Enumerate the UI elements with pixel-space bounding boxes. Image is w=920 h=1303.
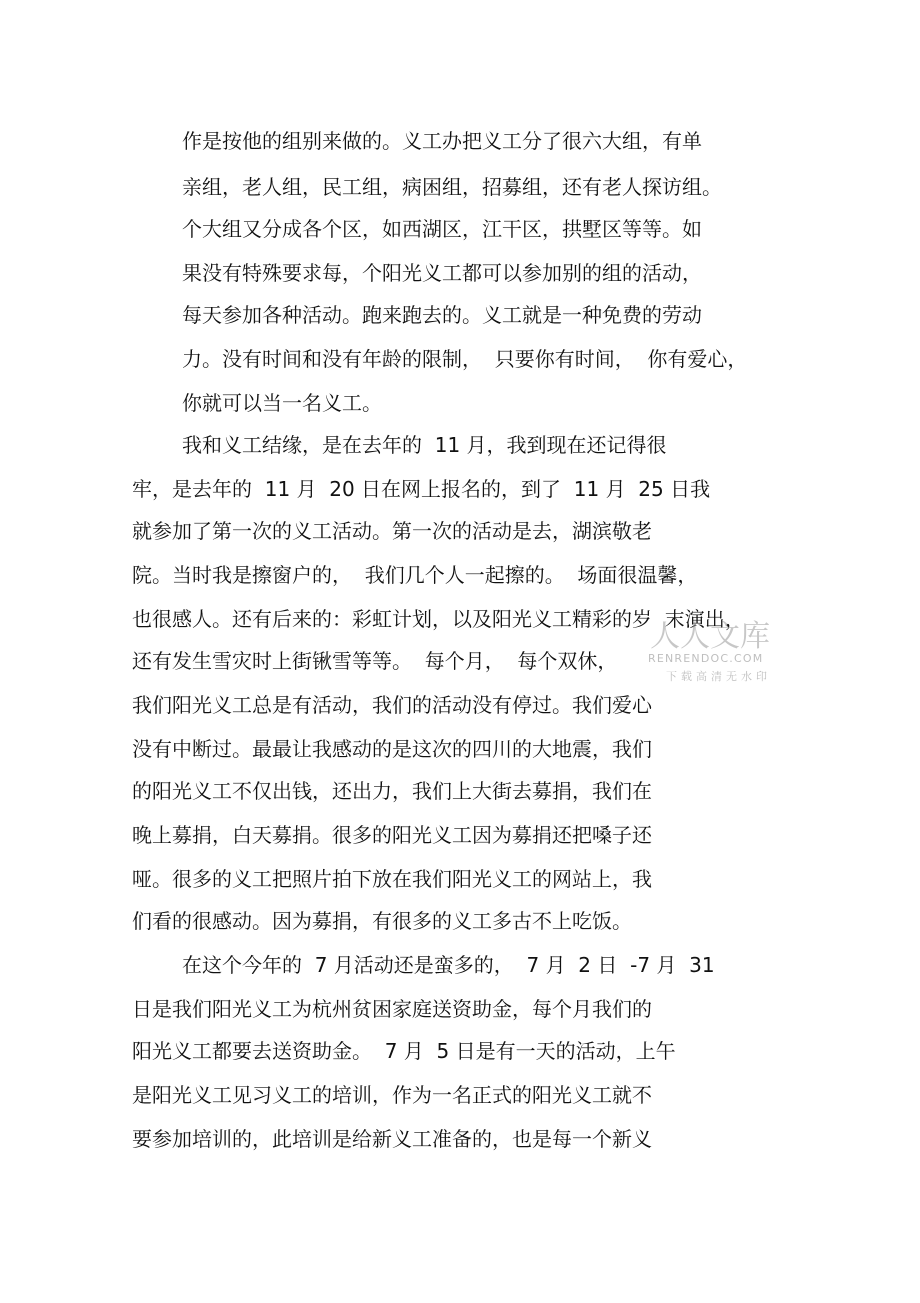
paragraph-first-line: 我和义工结缘，是在去年的 11 月，我到现在还记得很 [182, 433, 667, 457]
text-line: 还有发生雪灾时上街锹雪等等。 每个月， 每个双休， [132, 649, 618, 673]
text-line: 晚上募捐，白天募捐。很多的阳光义工因为募捐还把嗓子还 [132, 823, 652, 847]
paragraph-first-line: 在这个今年的 7 月活动还是蛮多的， 7 月 2 日 -7 月 31 [182, 953, 715, 977]
text-line: 没有中断过。最最让我感动的是这次的四川的大地震，我们 [132, 737, 652, 761]
text-line: 日是我们阳光义工为杭州贫困家庭送资助金，每个月我们的 [132, 997, 652, 1021]
watermark-slogan: 下载高清无水印 [666, 670, 771, 683]
text-line: 要参加培训的，此培训是给新义工准备的，也是每一个新义 [132, 1127, 652, 1151]
text-line: 你就可以当一名义工。 [182, 391, 382, 415]
text-line: 阳光义工都要去送资助金。 7 月 5 日是有一天的活动，上午 [132, 1039, 676, 1063]
watermark-logo-icon [648, 614, 772, 654]
text-line: 哑。很多的义工把照片拍下放在我们阳光义工的网站上，我 [132, 867, 652, 891]
text-line: 就参加了第一次的义工活动。第一次的活动是去，湖滨敬老 [132, 519, 652, 543]
watermark [648, 614, 778, 686]
text-line: 的阳光义工不仅出钱，还出力，我们上大街去募捐，我们在 [132, 779, 652, 803]
text-line: 力。没有时间和没有年龄的限制， 只要你有时间， 你有爱心， [182, 347, 748, 371]
text-line: 亲组，老人组，民工组，病困组，招募组，还有老人探访组。 [182, 175, 722, 199]
watermark-logo-text: 人人文库 [650, 619, 770, 654]
text-line: 我们阳光义工总是有活动，我们的活动没有停过。我们爱心 [132, 693, 652, 717]
text-line: 们看的很感动。因为募捐，有很多的义工多古不上吃饭。 [132, 909, 632, 933]
text-line: 果没有特殊要求每，个阳光义工都可以参加别的组的活动， [182, 261, 702, 285]
text-line: 个大组又分成各个区，如西湖区，江干区，拱墅区等等。如 [182, 217, 702, 241]
text-line: 作是按他的组别来做的。义工办把义工分了很六大组，有单 [182, 129, 702, 153]
text-line: 也很感人。还有后来的：彩虹计划，以及阳光义工精彩的岁 末演出， [132, 607, 745, 631]
text-line: 每天参加各种活动。跑来跑去的。义工就是一种免费的劳动 [182, 303, 702, 327]
text-line: 院。当时我是擦窗户的， 我们几个人一起擦的。 场面很温馨， [132, 563, 698, 587]
text-line: 是阳光义工见习义工的培训，作为一名正式的阳光义工就不 [132, 1083, 652, 1107]
text-line: 牢，是去年的 11 月 20 日在网上报名的，到了 11 月 25 日我 [132, 477, 711, 501]
watermark-url: RENRENDOC.COM [648, 652, 764, 665]
